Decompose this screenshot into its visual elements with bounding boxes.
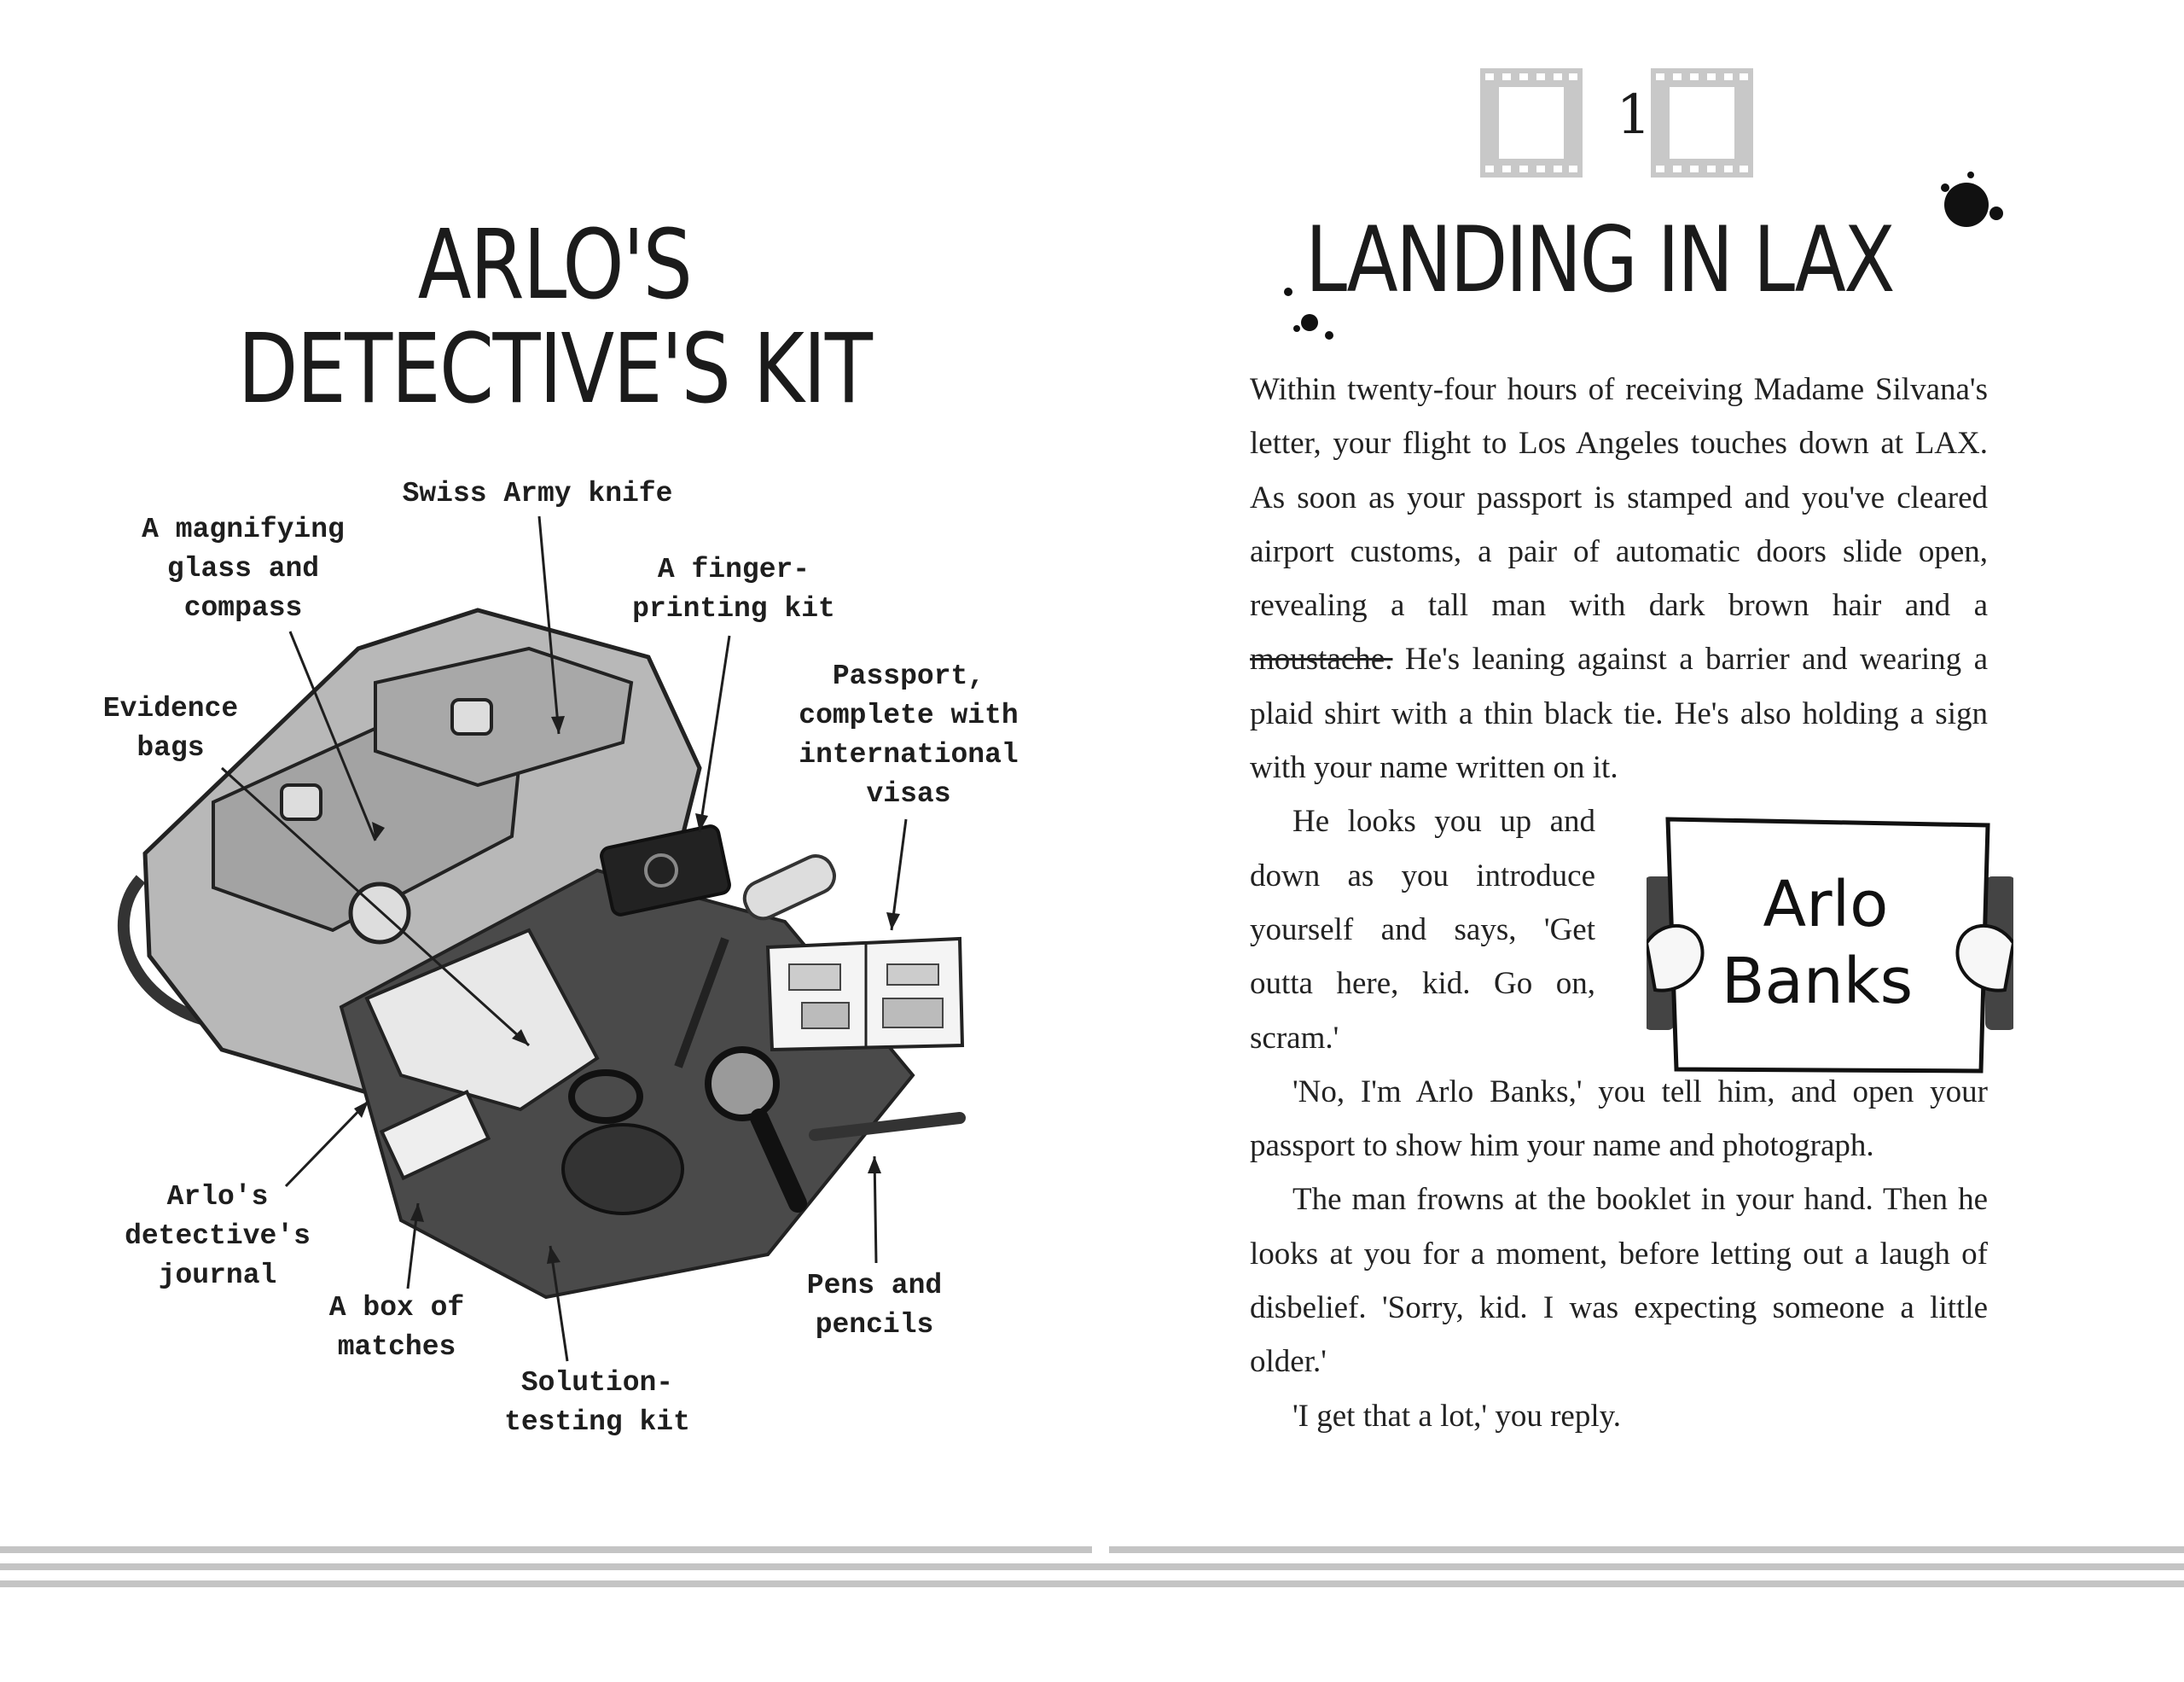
paragraph-1-end: He's leaning against a barrier and wearing a plaid shirt with a thin black tie. He's also holding a sign with your name written on it. (1250, 642, 1988, 786)
right-page (1092, 0, 2184, 1682)
label-fingerprinting-kit: A finger- printing kit (632, 554, 835, 625)
label-passport: Passport, complete with international visas (799, 661, 1019, 810)
name-sign-illustration (1647, 815, 2013, 1097)
label-solution-kit: Solution- testing kit (504, 1367, 690, 1438)
paragraph-1-start: Within twenty-four hours of receiving Madame Silvana's letter, your flight to Los Angeles touches down at LAX. As soon as your passport is stamped and you've cleared airport customs, a pair of automatic doors slide open, revealing a tall man with dark brown hair and a (1250, 372, 1988, 624)
label-pens: Pens and pencils (806, 1270, 943, 1341)
ink-splatter-decoration (1092, 0, 2184, 358)
left-footer-stripes (0, 1545, 1092, 1596)
evidence-pouch (563, 1125, 682, 1213)
label-matches: A box of matches (328, 1292, 465, 1363)
paragraph-2: He looks you up and down as you introduce yourself and says, 'Get outta here, kid. Go on, scram.' (1250, 804, 1595, 1056)
label-magnifying-glass: A magnifying glass and compass (142, 514, 345, 624)
magnifying-glass (708, 1050, 776, 1118)
paragraph-1 (1250, 363, 1988, 794)
right-footer-stripes (973, 1545, 2184, 1596)
paragraph-5: 'I get that a lot,' you reply. (1292, 1398, 1621, 1434)
label-swiss-army-knife: Swiss Army knife (402, 478, 673, 509)
buckle-right (452, 700, 491, 734)
solution-bottle (739, 851, 839, 924)
chapter-title: LANDING IN LAX (1305, 207, 1894, 312)
label-journal: Arlo's detective's journal (125, 1181, 311, 1291)
buckle-left (282, 785, 321, 819)
kit-title-line1: ARLO'S (417, 210, 692, 321)
struck-word: moustache. (1250, 642, 1393, 678)
paragraph-3: 'No, I'm Arlo Banks,' you tell him, and open your passport to show him your name and photograph. (1250, 1074, 1988, 1164)
label-evidence-bags: Evidence bags (102, 693, 239, 764)
sign-text-line1: Arlo (1763, 868, 1889, 941)
sign-text-line2: Banks (1721, 945, 1914, 1018)
chapter-number: 1 (1616, 84, 1652, 147)
kit-title-line2: DETECTIVE'S KIT (237, 314, 872, 425)
paragraph-4: The man frowns at the booklet in your hand. Then he looks at you for a moment, before letting out a laugh of disbelief. 'Sorry, kid. I was expecting someone a little older.' (1250, 1182, 1988, 1380)
